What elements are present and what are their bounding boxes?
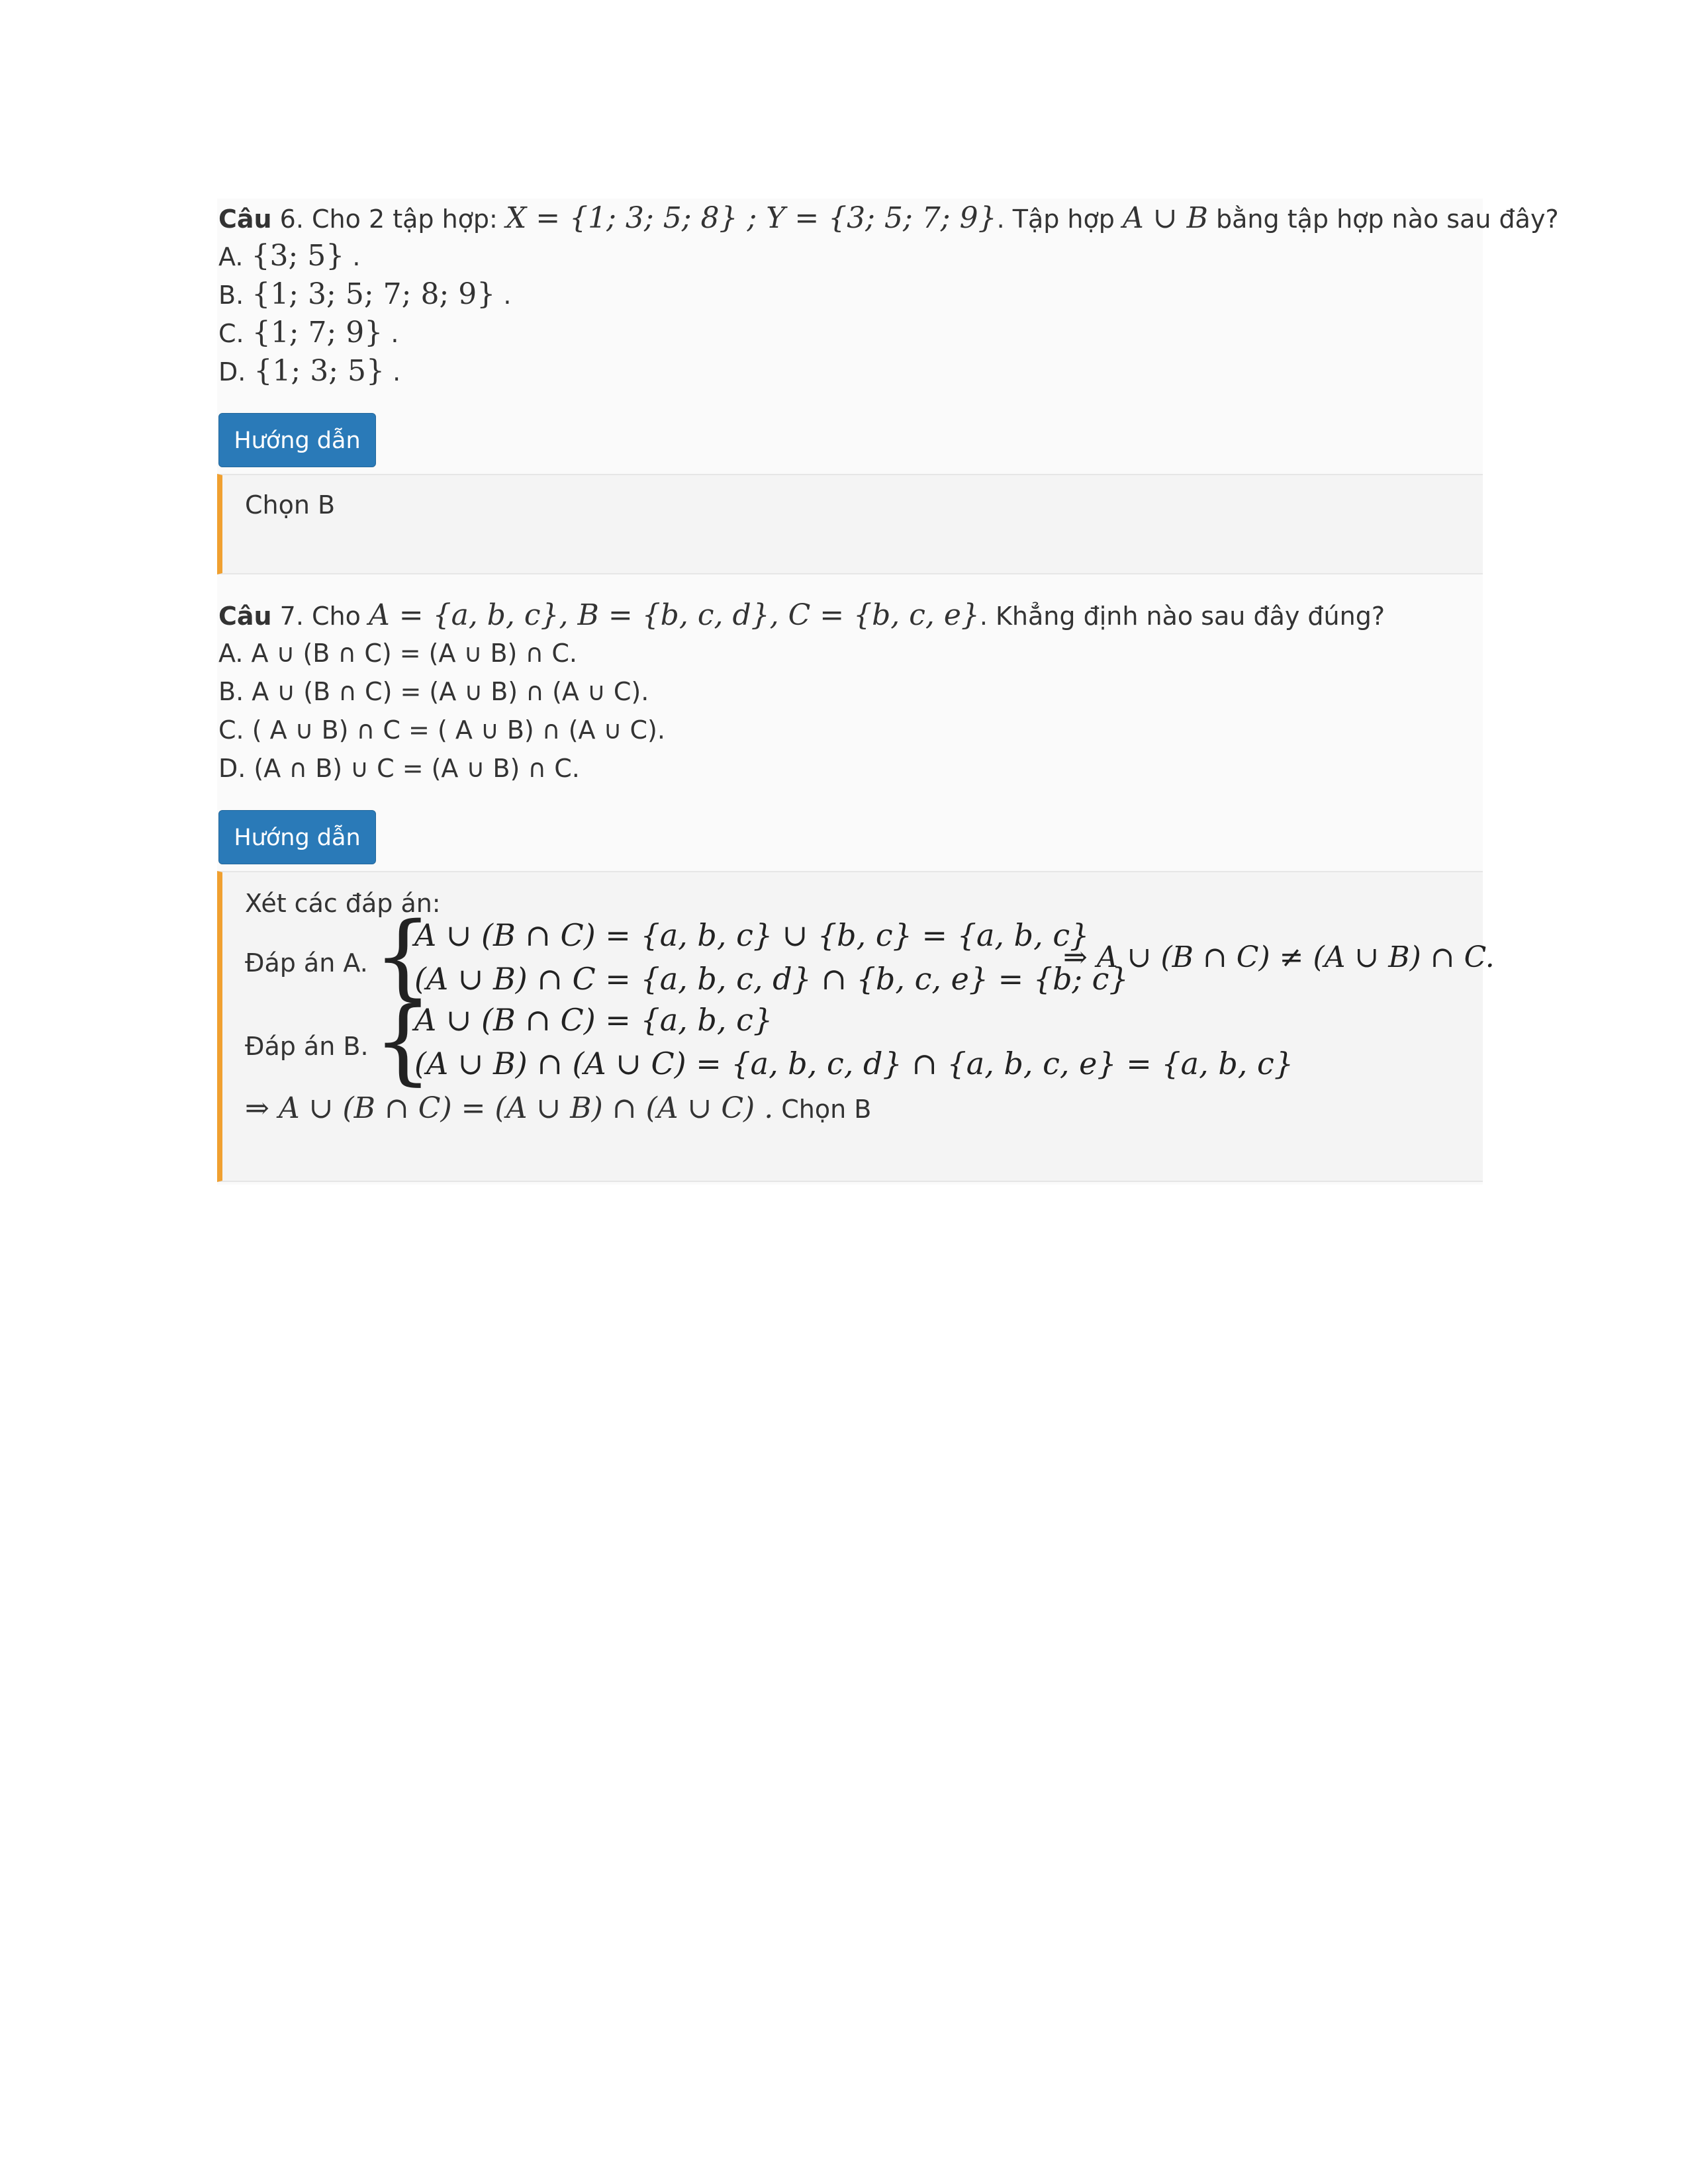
q7-a-conclusion: ⇒ A ∪ (B ∩ C) ≠ (A ∪ B) ∩ C.	[1063, 940, 1495, 974]
q7-solution-box	[217, 871, 1495, 1182]
q7-text-prefix: 7. Cho	[271, 602, 369, 631]
q6-option-a	[218, 240, 360, 273]
q7-solution-intro: Xét các đáp án:	[245, 889, 441, 918]
q7-option-c: C. ( A ∪ B) ∩ C = ( A ∪ B) ∩ (A ∪ C).	[218, 715, 665, 745]
option-letter: B.	[218, 281, 252, 310]
q7-final-text: Chọn B	[773, 1095, 872, 1124]
option-end: .	[385, 357, 401, 387]
q7-math-sets: A = {a, b, c}, B = {b, c, d}, C = {b, c, e}	[368, 598, 980, 632]
q6-question	[218, 202, 1559, 236]
option-letter: A.	[218, 242, 252, 271]
option-end: .	[344, 242, 361, 271]
option-end: .	[495, 281, 512, 310]
q7-guide-button[interactable]: Hướng dẫn	[218, 810, 376, 864]
option-math: {1; 3; 5; 7; 8; 9}	[252, 277, 496, 311]
left-brace-icon: {	[373, 987, 433, 1095]
option-math: {1; 3; 5}	[254, 354, 385, 388]
q7-final-math: ⇒ A ∪ (B ∩ C) = (A ∪ B) ∩ (A ∪ C) .	[245, 1091, 774, 1125]
q6-label: Câu	[218, 205, 272, 234]
q7-b-system-line2: (A ∪ B) ∩ (A ∪ C) = {a, b, c, d} ∩ {a, b, c, e} = {a, b, c}	[414, 1046, 1294, 1081]
option-math: {1; 7; 9}	[252, 316, 383, 349]
q7-option-b-label: Đáp án B.	[245, 1032, 369, 1061]
q6-guide-button[interactable]: Hướng dẫn	[218, 413, 376, 467]
left-brace-icon: {	[373, 903, 433, 1011]
q6-option-d	[218, 355, 400, 388]
q7-a-system-line2: (A ∪ B) ∩ C = {a, b, c, d} ∩ {b, c, e} = {b; c}	[414, 961, 1129, 997]
q7-text-suffix: . Khẳng định nào sau đây đúng?	[979, 602, 1385, 631]
q7-b-system-line1: A ∪ (B ∩ C) = {a, b, c}	[414, 1002, 773, 1038]
q6-option-b	[218, 278, 511, 312]
q7-label: Câu	[218, 602, 272, 631]
q6-option-c	[218, 316, 399, 350]
option-letter: C.	[218, 319, 252, 348]
option-end: .	[383, 319, 399, 348]
option-math: {3; 5}	[251, 239, 345, 273]
q6-text-mid: . Tập hợp	[996, 205, 1123, 234]
q6-answer-box	[217, 474, 1483, 574]
q6-text-suffix: bằng tập hợp nào sau đây?	[1207, 205, 1559, 234]
q7-option-a-label: Đáp án A.	[245, 948, 368, 978]
q7-option-b: B. A ∪ (B ∩ C) = (A ∪ B) ∩ (A ∪ C).	[218, 677, 649, 706]
q7-a-system-line1: A ∪ (B ∩ C) = {a, b, c} ∪ {b, c} = {a, b, c}	[414, 917, 1090, 953]
q7-option-a: A. A ∪ (B ∩ C) = (A ∪ B) ∩ C.	[218, 639, 577, 668]
q6-math-sets: X = {1; 3; 5; 8} ; Y = {3; 5; 7; 9}	[505, 201, 997, 235]
q7-question	[218, 599, 1385, 633]
q6-text-prefix: 6. Cho 2 tập hợp:	[271, 205, 506, 234]
q6-math-union: A ∪ B	[1122, 201, 1208, 235]
option-letter: D.	[218, 357, 254, 387]
q7-final-line	[245, 1092, 871, 1126]
q7-option-d: D. (A ∩ B) ∪ C = (A ∪ B) ∩ C.	[218, 754, 580, 783]
q6-answer-text: Chọn B	[245, 490, 336, 520]
